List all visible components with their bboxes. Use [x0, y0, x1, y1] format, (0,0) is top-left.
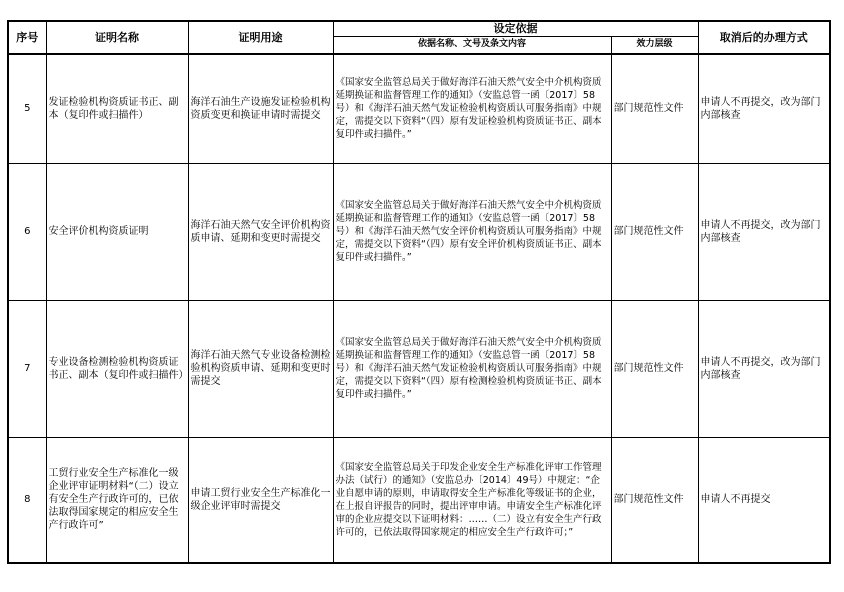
row-usage: 海洋石油生产设施发证检验机构资质变更和换证申请时需提交: [188, 54, 333, 164]
col-header-after: 取消后的办理方式: [698, 21, 830, 54]
col-header-basis-doc: 依据名称、文号及条文内容: [333, 36, 611, 54]
row-name: 专业设备检测检验机构资质证书正、副本（复印件或扫描件）: [46, 300, 188, 437]
col-header-seq: 序号: [8, 21, 46, 54]
row-after: 申请人不再提交: [698, 437, 830, 563]
row-basis: 《国家安全监管总局关于做好海洋石油天然气安全中介机构资质延期换证和监督管理工作的通知》（安监总管一函〔2017〕58号）和《海洋石油天然气发证检验机构资质认可服务指南》中规定，需提交以下资料“（四）原有发证检验机构资质证书正、副本复印件或扫描件。”: [333, 54, 611, 164]
certificate-table: [7, 20, 831, 564]
table-row: [8, 54, 830, 164]
row-level: 部门规范性文件: [611, 54, 698, 164]
row-seq: 8: [8, 437, 46, 563]
certificate-table-container: [7, 20, 831, 564]
row-basis: 《国家安全监管总局关于做好海洋石油天然气安全中介机构资质延期换证和监督管理工作的通知》（安监总管一函〔2017〕58号）和《海洋石油天然气安全评价机构资质认可服务指南》中规定，需提交以下资料“（四）原有安全评价机构资质证书正、副本复印件或扫描件。”: [333, 163, 611, 300]
row-name: 发证检验机构资质证书正、副本（复印件或扫描件）: [46, 54, 188, 164]
row-basis: 《国家安全监管总局关于印发企业安全生产标准化评审工作管理办法（试行）的通知》（安监总办〔2014〕49号）中规定：“企业自愿申请的原则，申请取得安全生产标准化等级证书的企业，在上报自评报告的同时，提出评审申请。申请安全生产标准化评审的企业应提交以下证明材料：……（二）设立有安全生产行政许可的，已依法取得国家规定的相应安全生产行政许可；”: [333, 437, 611, 563]
row-after: 申请人不再提交，改为部门内部核查: [698, 300, 830, 437]
table-row: [8, 437, 830, 563]
row-level: 部门规范性文件: [611, 163, 698, 300]
row-usage: 申请工贸行业安全生产标准化一级企业评审时需提交: [188, 437, 333, 563]
col-header-basis-group: 设定依据: [333, 21, 698, 36]
row-usage: 海洋石油天然气安全评价机构资质申请、延期和变更时需提交: [188, 163, 333, 300]
row-name: 安全评价机构资质证明: [46, 163, 188, 300]
row-level: 部门规范性文件: [611, 300, 698, 437]
row-seq: 6: [8, 163, 46, 300]
row-level: 部门规范性文件: [611, 437, 698, 563]
col-header-name: 证明名称: [46, 21, 188, 54]
row-usage: 海洋石油天然气专业设备检测检验机构资质申请、延期和变更时需提交: [188, 300, 333, 437]
col-header-basis-level: 效力层级: [611, 36, 698, 54]
row-seq: 7: [8, 300, 46, 437]
row-seq: 5: [8, 54, 46, 164]
col-header-usage: 证明用途: [188, 21, 333, 54]
row-after: 申请人不再提交，改为部门内部核查: [698, 54, 830, 164]
row-after: 申请人不再提交，改为部门内部核查: [698, 163, 830, 300]
table-row: [8, 163, 830, 300]
table-row: [8, 300, 830, 437]
row-name: 工贸行业安全生产标准化一级企业评审证明材料“（二）设立有安全生产行政许可的，已依法取得国家规定的相应安全生产行政许可”: [46, 437, 188, 563]
row-basis: 《国家安全监管总局关于做好海洋石油天然气安全中介机构资质延期换证和监督管理工作的通知》（安监总管一函〔2017〕58号）和《海洋石油天然气发证检验机构资质认可服务指南》中规定，需提交以下资料“（四）原有检测检验机构资质证书正、副本复印件或扫描件。”: [333, 300, 611, 437]
